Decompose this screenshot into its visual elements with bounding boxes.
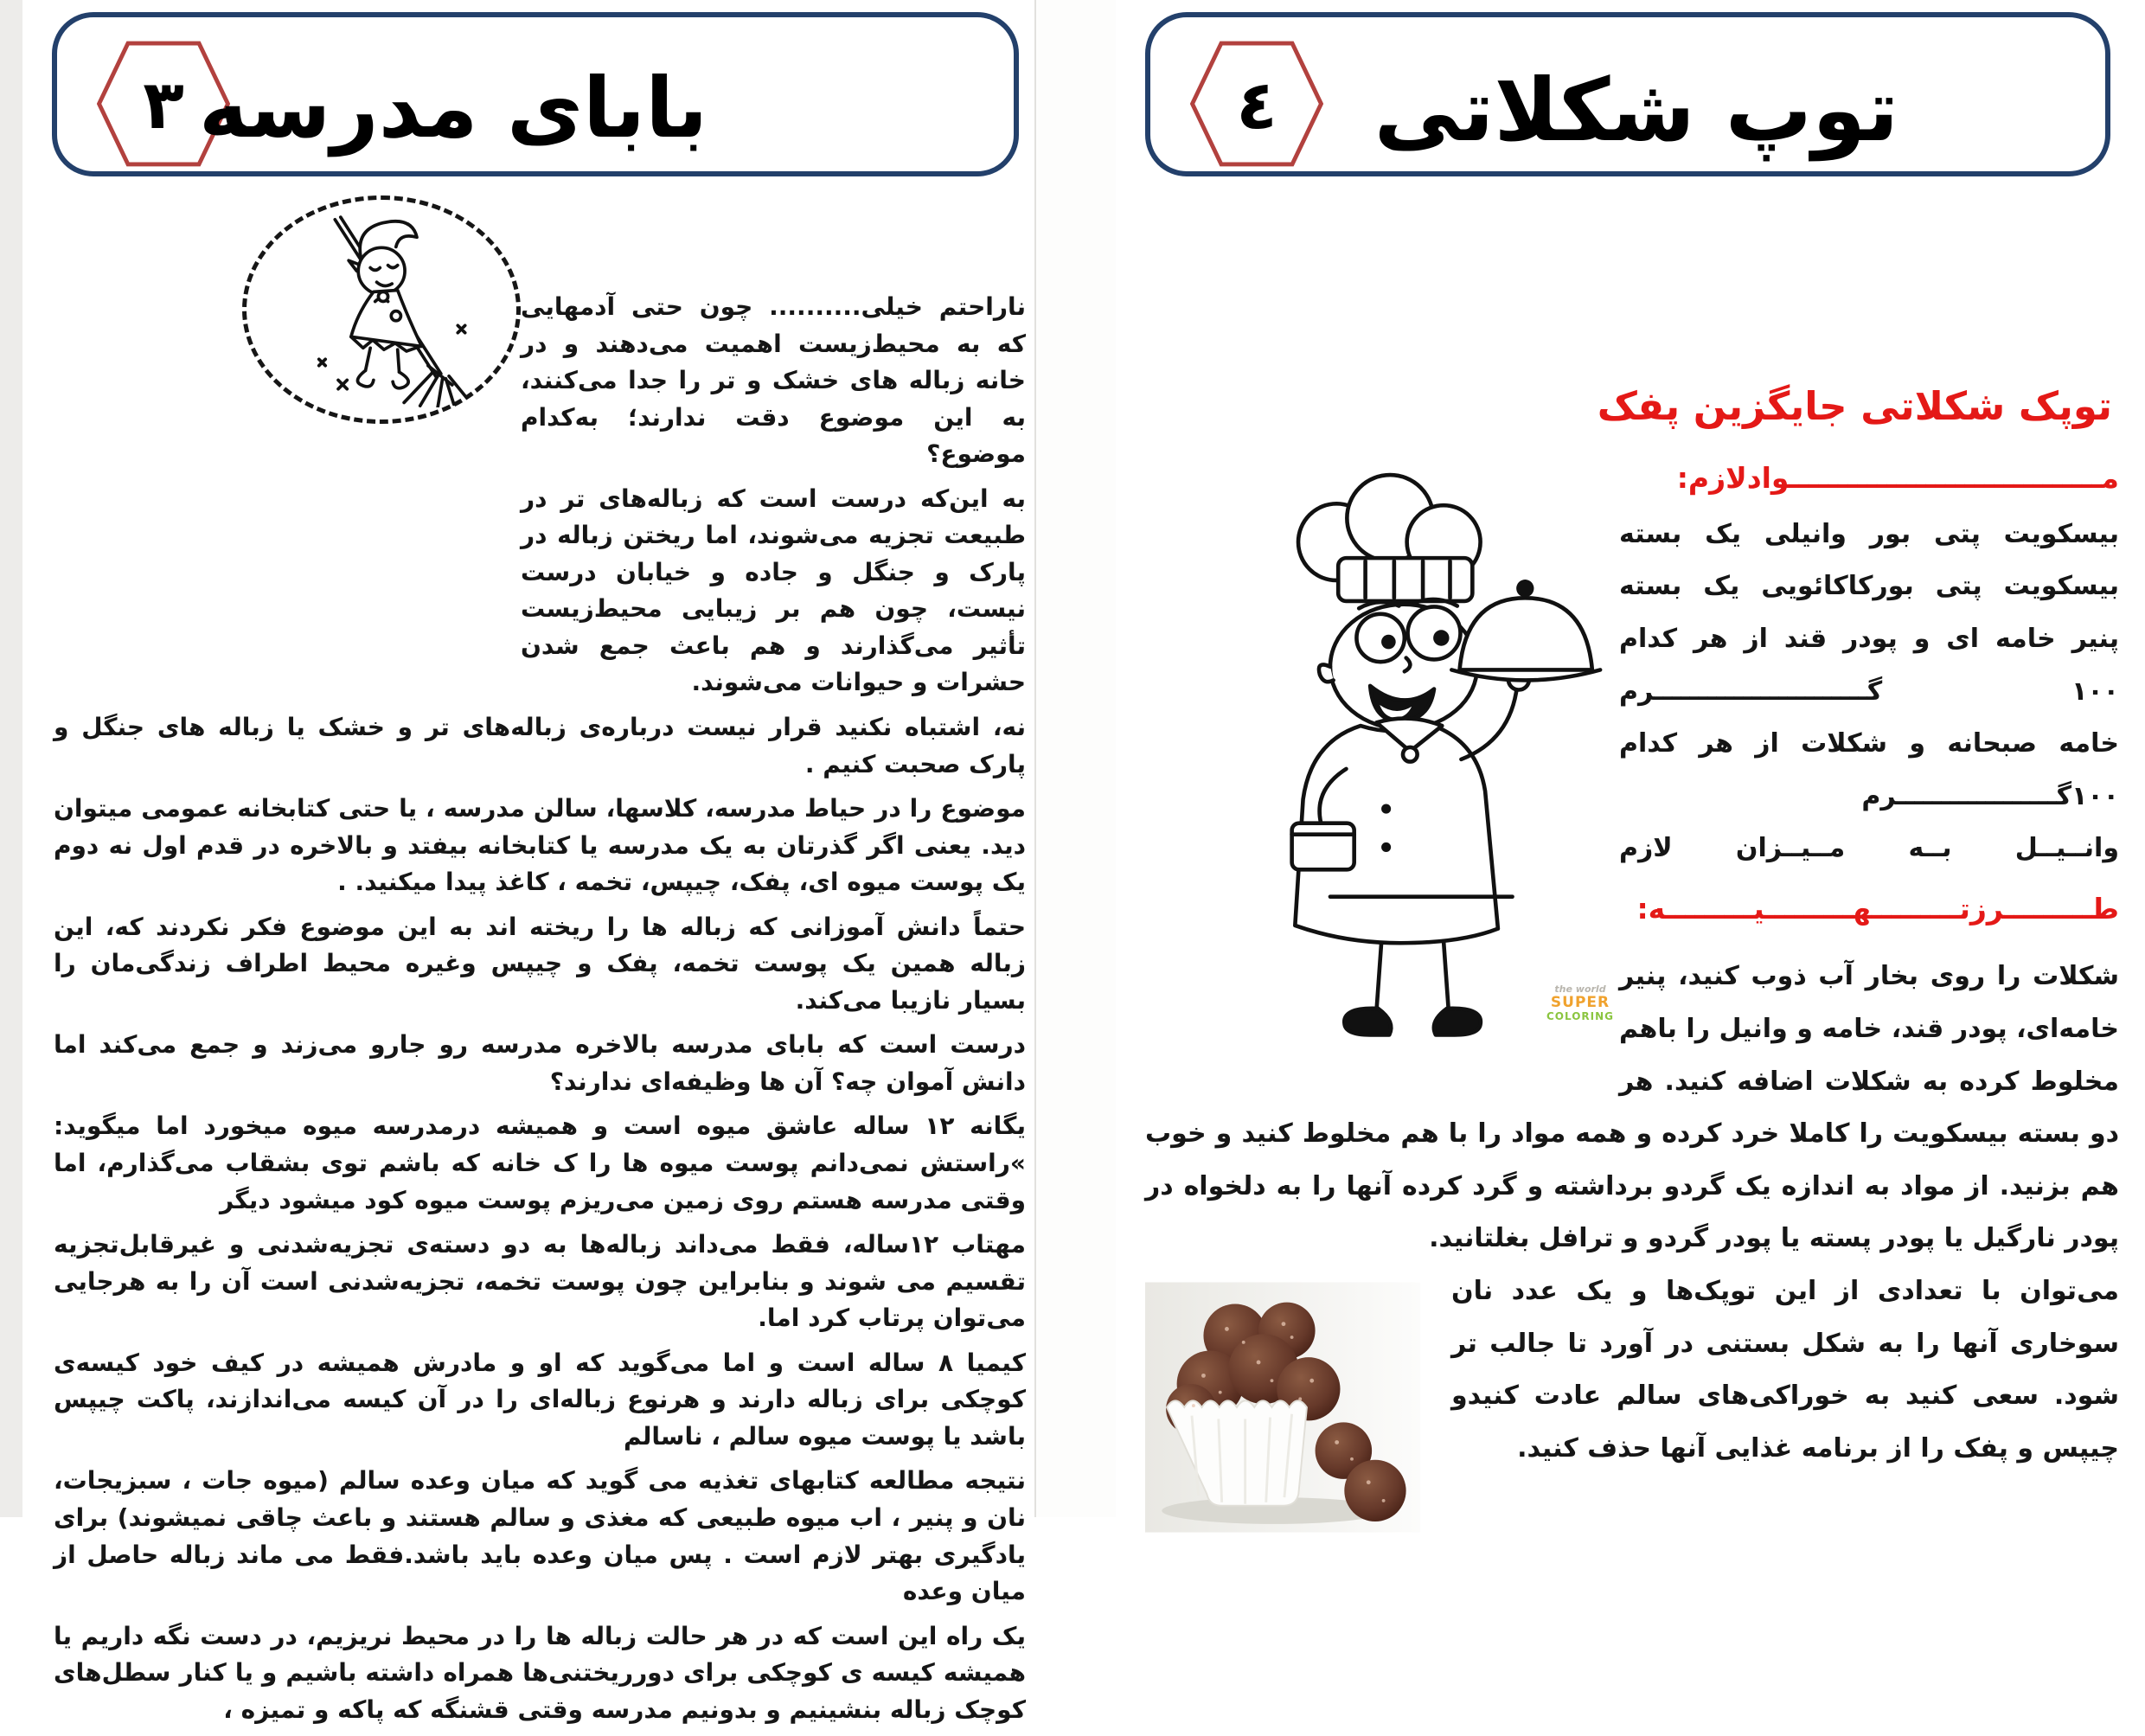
page-number: ۳	[143, 67, 184, 144]
body-paragraph: نه، اشتباه نکنید قرار نیست درباره‌ی زباله‌های تر و خشک یا زباله های جنگل و پارک صحبت کنیم .	[54, 713, 1026, 778]
body-paragraph: به این‌که درست است که زباله‌های تر در طبیعت تجزیه می‌شوند، اما ریختن زباله در پارک و جنگل و جاده و خیابان درست نیست، چون هم بر زیبایی محیط‌زیست تأثیر می‌گذارند و هم باعث جمع شدن حشرات و حیوانات می‌شوند.	[521, 484, 1026, 697]
ingredient-line: ۱۰۰گــــــــــــــــــرم	[1861, 780, 2119, 811]
elf-with-broom-icon	[257, 207, 509, 407]
ingredient-line: ۱۰۰ گــــــــــــــــــــــــرم	[1619, 676, 2119, 707]
body-paragraph: یگانه ۱۲ ساله عاشق میوه است و همیشه درمدرسه میوه میخورد اما میگوید: »راستش نمی‌دانم پوست میوه ها را ک خانه که باشم توی بشقاب می‌گذارم، اما وقتی مدرسه هستم روی زمین می‌ریزم پوست میوه کود میشود دیگر	[54, 1111, 1026, 1214]
page-title: بابای مدرسه	[198, 60, 708, 157]
chocolate-balls-photo	[1145, 1281, 1420, 1534]
illustration-float	[1145, 457, 1619, 1107]
method-paragraph: شکلات را روی بخار آب ذوب کنید، پنیر خامه‌ای، پودر قند، خامه و وانیل را باهم مخلوط کرده به شکلات اضافه کنید. هر دو بسته بیسکویت را کاملا خرد کرده و همه مواد را با هم مخلوط کنید و خوب هم بزنید. از مواد به اندازه یک گردو برداشته و گرد کرده آنها را به دلخواه در پودر نارگیل یا پودر پسته یا پودر گردو و ترافل بغلتانید.	[1145, 961, 2119, 1254]
page-left	[22, 0, 1034, 1724]
ingredient-line: بیسکویت پتی بور وانیلی یک بسته	[1619, 518, 2119, 549]
page-gutter	[1034, 0, 1117, 1517]
body-paragraph: مهتاب ۱۲ساله، فقط می‌داند زباله‌ها به دو دسته‌ی تجزیه‌شدنی و غیرقابل‌تجزیه تقسیم می شوند و بنابراین چون پوست تخمه، تجزیه‌شدنی است آن را به هرجایی می‌توان پرتاب کرد اما.	[54, 1230, 1026, 1333]
scan-edge-strip	[0, 0, 22, 1517]
body-paragraph: کیمیا ۸ ساله است و اما می‌گوید که او و مادرش همیشه در کیف خود کیسه‌ی کوچکی برای زباله دارند و هرنوع زباله‌ای را در آن کیسه می‌اندازند، پاکت چیپس باشد یا پوست میوه سالم ، ناسالم	[54, 1348, 1026, 1451]
watermark-line: COLORING	[1546, 1010, 1615, 1023]
sweeping-elf-illustration	[242, 195, 521, 424]
illustration-float	[54, 187, 521, 699]
method-paragraph: می‌توان با تعدادی از این توپک‌ها و یک عدد نان سوخاری آنها را به شکل بستنی در آورد تا جالب تر شود. سعی کنید به خوراکی‌های سالم عادت کنیدو چیپس و پفک را از برنامه غذایی آنها حذف کنید.	[1451, 1275, 2119, 1464]
watermark-line: SUPER	[1550, 994, 1610, 1012]
ingredient-line: بیسکویت پتی بورکاکائویی یک بسته	[1619, 571, 2119, 602]
method-heading: طـــــــــرزتـــــــــهـــــــــیـــــــــه:	[1636, 891, 2119, 926]
page-number: ٤	[1236, 67, 1277, 144]
page-left-body	[54, 187, 1026, 1736]
page-right-header	[1145, 12, 2110, 176]
watermark-line: the world	[1554, 983, 1606, 996]
ingredients-heading: مــــــــــــــــــــــــــــــــوادلازم:	[1676, 461, 2119, 496]
cartoon-chef-illustration	[1176, 465, 1619, 1060]
body-paragraph: درست است که بابای مدرسه بالاخره مدرسه رو جارو می‌زند و جمع می‌کند اما دانش آموان چه؟ آن ها وظیفه‌ای ندارند؟	[54, 1030, 1026, 1096]
body-paragraph: ناراحتم خیلی.......... چون حتی آدمهایی که به محیط‌زیست اهمیت می‌دهند و در خانه زباله های خشک و تر را جدا می‌کنند، به این موضوع دقت ندارند؛ به‌کدام موضوع؟	[521, 292, 1026, 469]
hexagon-page-number	[1190, 38, 1323, 170]
page-left-header	[52, 12, 1019, 176]
chocolate-balls-in-bowl-image	[1145, 1281, 1420, 1534]
page-title: توپ شکلاتی	[1373, 60, 1899, 161]
page-right	[1116, 0, 2123, 1517]
article-subtitle: توپک شکلاتی جایگزین پفک	[1597, 383, 2112, 429]
body-paragraph: حتماً دانش آموزانی که زباله ها را ریخته اند به این موضوع فکر نکردند که، این زباله همین یک پوست تخمه، پفک و چیپس وغیره محیط اطراف زندگی‌مان را بسیار نازیبا می‌کند.	[54, 912, 1026, 1015]
ingredient-line: وانــیــل بــه مــیــزان لازم	[1619, 833, 2119, 864]
body-paragraph: یک راه این است که در هر حالت زباله ها را در محیط نریزیم، در دست نگه داریم یا همیشه کیسه ی کوچکی برای دورریختنی‌ها همراه داشته باشیم و یا کنار سطل‌های کوچک زباله بنشینیم و بدونیم مدرسه وقتی قشنگه که پاکه و تمیزه ،	[54, 1621, 1026, 1724]
body-paragraph: نتیجه مطالعه کتابهای تغذیه می گوید که میان وعده سالم (میوه جات ، سبزیجات، نان و پنیر ، اب میوه طبیعی که مغذی و سالم هستند و باعث چاقی نمیشوند) برای یادگیری بهتر لازم است . پس میان وعده باید باشد.فقط می ماند زباله حاصل از میان وعده	[54, 1466, 1026, 1606]
supercoloring-watermark	[1541, 984, 1619, 1022]
page-right-body	[1145, 379, 2119, 1537]
ingredient-line: پنیر خامه ای و پودر قند از هر کدام	[1619, 623, 2119, 654]
ingredient-line: خامه صبحانه و شکلات از هر کدام	[1619, 728, 2119, 759]
body-paragraph: موضوع را در حیاط مدرسه، کلاسها، سالن مدرسه ، یا حتی کتابخانه عمومی میتوان دید. یعنی اگر گذرتان به یک مدرسه یا کتابخانه بیفتد و بالاخره در قدم اول نه دوم یک پوست میوه ای، پفک، چیپس، تخمه ، کاغذ پیدا میکنید. .	[54, 794, 1026, 897]
